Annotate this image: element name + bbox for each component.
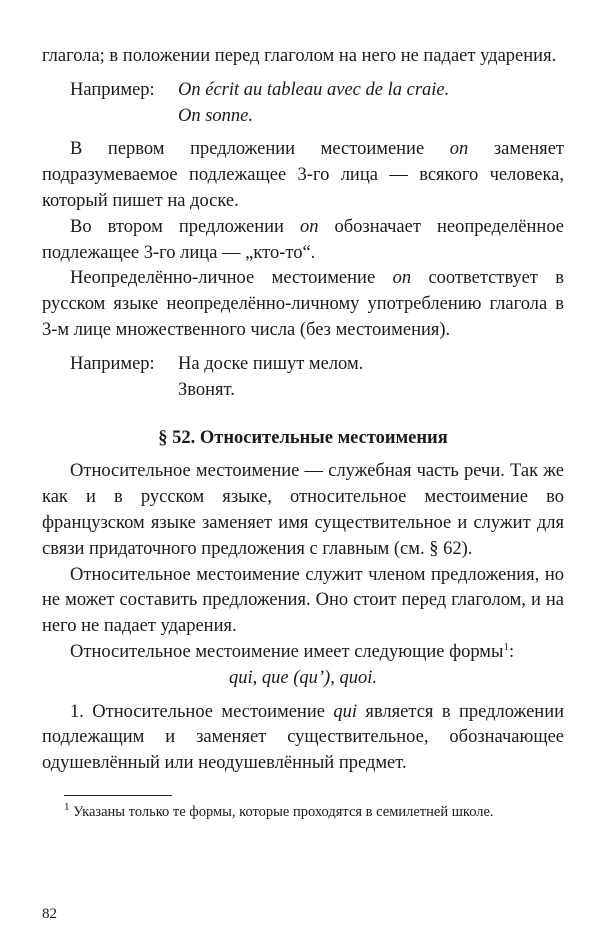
paragraph-1: глагола; в положении перед глаголом на него не падает ударения. [42,46,557,66]
paragraph-3-text-b: обозначает неопределённое подлежащее 3-го лица — „кто-то“. [42,216,565,263]
paragraph-4 [42,266,564,343]
footnote-divider [64,795,172,796]
paragraph-4-text-b: соответствует в русском языке неопределённо-личному употреблению глагола в 3-м лице множественного числа (без местоимения). [42,268,564,340]
page-body [42,44,564,822]
paragraph-4-on: on [392,268,412,289]
footnote-text: Указаны только те формы, которые проходятся в семилетней школе. [69,803,494,820]
spacer [42,403,564,425]
footnote-ref: 1 [503,640,509,653]
paragraph-3 [42,215,564,267]
spacer [42,692,564,700]
paragraph-7-text: Относительное местоимение имеет следующие формы [70,641,504,662]
paragraph-8-qui: qui [333,701,358,722]
section-heading: § 52. Относительные местоимения [158,428,448,449]
paragraph-5: Относительное местоимение — служебная часть речи. Так же как и в русском языке, относительное местоимение во французском языке заменяет имя существительное и служит для связи придаточного предложения с главным (см. § 62). [42,461,564,559]
paragraph-8 [42,700,564,777]
example-1-label: Например: [70,79,155,100]
spacer [42,129,564,137]
spacer [42,70,564,78]
footnote [42,802,564,822]
paragraph-7-colon: : [508,641,515,662]
paragraph-7 [42,640,564,666]
paragraph-2 [42,137,564,214]
footnote-mark: 1 [64,801,70,814]
paragraph-4-text-a: Неопределённо-личное местоимение [70,268,393,289]
paragraph-8-text-a: 1. Относительное местоимение [70,701,334,722]
paragraph-2-text-a: В первом предложении местоимение [70,139,450,160]
spacer [42,344,564,352]
example-1-text-1: On écrit au tableau avec de la craie. [178,79,450,100]
example-2-label: Например: [70,353,155,374]
paragraph-2-text-b: заменяет подразумеваемое подлежащее 3-го лица — всякого человека, который пишет на доске. [42,139,564,211]
example-1-line-1 [42,78,564,104]
spacer [42,451,564,459]
example-2-line-1 [42,352,564,378]
example-2-text-1: На доске пишут мелом. [178,353,364,374]
example-2-text-2: Звонят. [178,379,235,400]
paragraph-2-on: on [449,139,469,160]
page-number: 82 [42,906,57,922]
paragraph-3-on: on [299,216,319,237]
paragraph-6: Относительное местоимение служит членом предложения, но не может составить предложения. Оно стоит перед глаголом, и на него не падает ударения. [42,564,564,637]
example-1-text-2: On sonne. [178,105,254,126]
paragraph-3-text-a: Во втором предложении [70,216,300,237]
paragraph-8-text-b: является в предложении подлежащим и заменяет существительное, обозначающее одушевлённый или неодушевлённый предмет. [42,701,564,774]
relative-pronoun-forms: qui, que (qu’), quoi. [229,667,377,688]
